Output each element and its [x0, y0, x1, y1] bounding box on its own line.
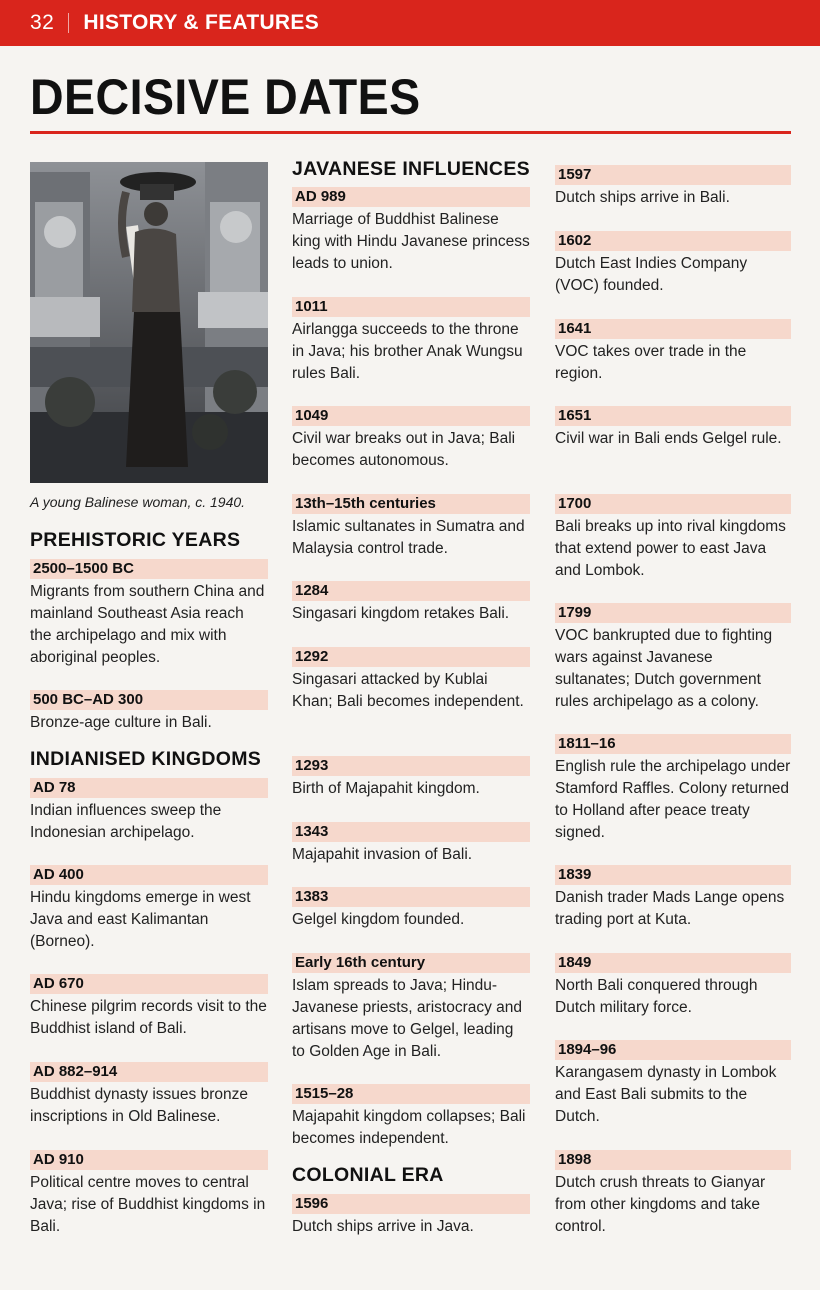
timeline-entry [30, 690, 268, 734]
entry-text: Civil war in Bali ends Gelgel rule. [555, 430, 782, 447]
timeline-entry [555, 603, 791, 713]
timeline-entry [30, 778, 268, 844]
entry-date: 1894–96 [555, 1040, 791, 1060]
entry-date: 1596 [292, 1194, 530, 1214]
entry-date: 1811–16 [555, 734, 791, 754]
heading-colonial-era: COLONIAL ERA [292, 1164, 444, 1186]
entry-date: 1011 [292, 297, 530, 317]
timeline-entry [555, 1040, 791, 1128]
entry-text: Civil war breaks out in Java; Bali becomes autonomous. [292, 430, 516, 469]
entry-date: AD 78 [30, 778, 268, 798]
entry-date: AD 989 [292, 187, 530, 207]
entry-text: Dutch ships arrive in Java. [292, 1218, 474, 1235]
entry-text: Dutch ships arrive in Bali. [555, 189, 730, 206]
entry-date: 1049 [292, 406, 530, 426]
entry-text: English rule the archipelago under Stamford Raffles. Colony returned to Holland after peace treaty signed. [555, 758, 791, 841]
entry-text: Islamic sultanates in Sumatra and Malaysia control trade. [292, 518, 525, 557]
entry-date: 1839 [555, 865, 791, 885]
entry-date: 1515–28 [292, 1084, 530, 1104]
timeline-entry [292, 822, 530, 866]
timeline-entry [292, 581, 530, 625]
timeline-entry [30, 559, 268, 669]
timeline-entry [292, 494, 530, 560]
timeline-entry [292, 1194, 530, 1238]
entry-text: Karangasem dynasty in Lombok and East Bali submits to the Dutch. [555, 1064, 777, 1125]
section-name: HISTORY & FEATURES [83, 11, 320, 34]
entry-text: Birth of Majapahit kingdom. [292, 780, 480, 797]
entry-text: VOC bankrupted due to fighting wars against Javanese sultanates; Dutch government rules archipelago as a colony. [555, 627, 773, 710]
entry-date: AD 910 [30, 1150, 268, 1170]
timeline-entry [555, 953, 791, 1019]
timeline-entry [555, 165, 791, 209]
entry-date: 1284 [292, 581, 530, 601]
entry-text: Danish trader Mads Lange opens trading port at Kuta. [555, 889, 785, 928]
entry-text: Singasari attacked by Kublai Khan; Bali becomes independent. [292, 671, 524, 710]
timeline-entry [555, 231, 791, 297]
entry-text: Indian influences sweep the Indonesian archipelago. [30, 802, 222, 841]
entry-date: 1343 [292, 822, 530, 842]
entry-date: 1849 [555, 953, 791, 973]
entry-text: VOC takes over trade in the region. [555, 343, 747, 382]
header-divider [68, 13, 69, 33]
page-number: 32 [30, 11, 55, 34]
entry-text: Dutch East Indies Company (VOC) founded. [555, 255, 748, 294]
timeline-entry [292, 297, 530, 385]
timeline-entry [555, 319, 791, 385]
timeline-entry [555, 734, 791, 844]
entry-date: 1641 [555, 319, 791, 339]
entry-text: Gelgel kingdom founded. [292, 911, 465, 928]
entry-date: 1597 [555, 165, 791, 185]
timeline-entry [292, 953, 530, 1063]
entry-text: Dutch crush threats to Gianyar from other kingdoms and take control. [555, 1174, 766, 1235]
title-rule [30, 131, 791, 134]
entry-date: 1651 [555, 406, 791, 426]
timeline-entry [292, 1084, 530, 1150]
timeline-entry [292, 406, 530, 472]
entry-date: 1383 [292, 887, 530, 907]
entry-text: Singasari kingdom retakes Bali. [292, 605, 510, 622]
heading-indianised-kingdoms: INDIANISED KINGDOMS [30, 748, 262, 770]
entry-text: Migrants from southern China and mainland Southeast Asia reach the archipelago and mix with aboriginal peoples. [30, 583, 265, 666]
entry-date: Early 16th century [292, 953, 530, 973]
entry-date: AD 670 [30, 974, 268, 994]
timeline-entry [555, 406, 791, 450]
entry-text: Islam spreads to Java; Hindu-Javanese priests, aristocracy and artisans move to Gelgel, leading to Golden Age in Bali. [292, 977, 523, 1060]
entry-date: 1292 [292, 647, 530, 667]
photo-illustration [30, 162, 268, 483]
timeline-entry [30, 1062, 268, 1128]
entry-date: 1602 [555, 231, 791, 251]
page-title: DECISIVE DATES [30, 69, 421, 125]
entry-text: Marriage of Buddhist Balinese king with Hindu Javanese princess leads to union. [292, 211, 530, 272]
balinese-woman-photo [30, 162, 268, 483]
photo-caption: A young Balinese woman, c. 1940. [30, 494, 246, 510]
entry-date: AD 400 [30, 865, 268, 885]
entry-text: Bronze-age culture in Bali. [30, 714, 212, 731]
running-header [0, 0, 820, 46]
entry-date: 2500–1500 BC [30, 559, 268, 579]
timeline-entry [292, 187, 530, 275]
entry-date: 1799 [555, 603, 791, 623]
entry-date: 1293 [292, 756, 530, 776]
heading-prehistoric-years: PREHISTORIC YEARS [30, 529, 241, 551]
entry-text: Buddhist dynasty issues bronze inscriptions in Old Balinese. [30, 1086, 248, 1125]
timeline-entry [30, 1150, 268, 1238]
entry-text: Chinese pilgrim records visit to the Buddhist island of Bali. [30, 998, 267, 1037]
timeline-entry [555, 865, 791, 931]
timeline-entry [292, 647, 530, 713]
entry-text: North Bali conquered through Dutch military force. [555, 977, 758, 1016]
entry-date: 1898 [555, 1150, 791, 1170]
entry-text: Political centre moves to central Java; rise of Buddhist kingdoms in Bali. [30, 1174, 266, 1235]
timeline-entry [292, 756, 530, 800]
timeline-entry [30, 974, 268, 1040]
entry-text: Majapahit kingdom collapses; Bali becomes independent. [292, 1108, 526, 1147]
timeline-entry [555, 494, 791, 582]
timeline-entry [30, 865, 268, 953]
timeline-entry [292, 887, 530, 931]
entry-text: Airlangga succeeds to the throne in Java; his brother Anak Wungsu rules Bali. [292, 321, 523, 382]
entry-text: Hindu kingdoms emerge in west Java and east Kalimantan (Borneo). [30, 889, 251, 950]
heading-javanese-influences: JAVANESE INFLUENCES [292, 158, 530, 180]
timeline-entry [555, 1150, 791, 1238]
entry-date: 1700 [555, 494, 791, 514]
entry-date: AD 882–914 [30, 1062, 268, 1082]
entry-text: Bali breaks up into rival kingdoms that extend power to east Java and Lombok. [555, 518, 786, 579]
entry-text: Majapahit invasion of Bali. [292, 846, 473, 863]
entry-date: 13th–15th centuries [292, 494, 530, 514]
entry-date: 500 BC–AD 300 [30, 690, 268, 710]
